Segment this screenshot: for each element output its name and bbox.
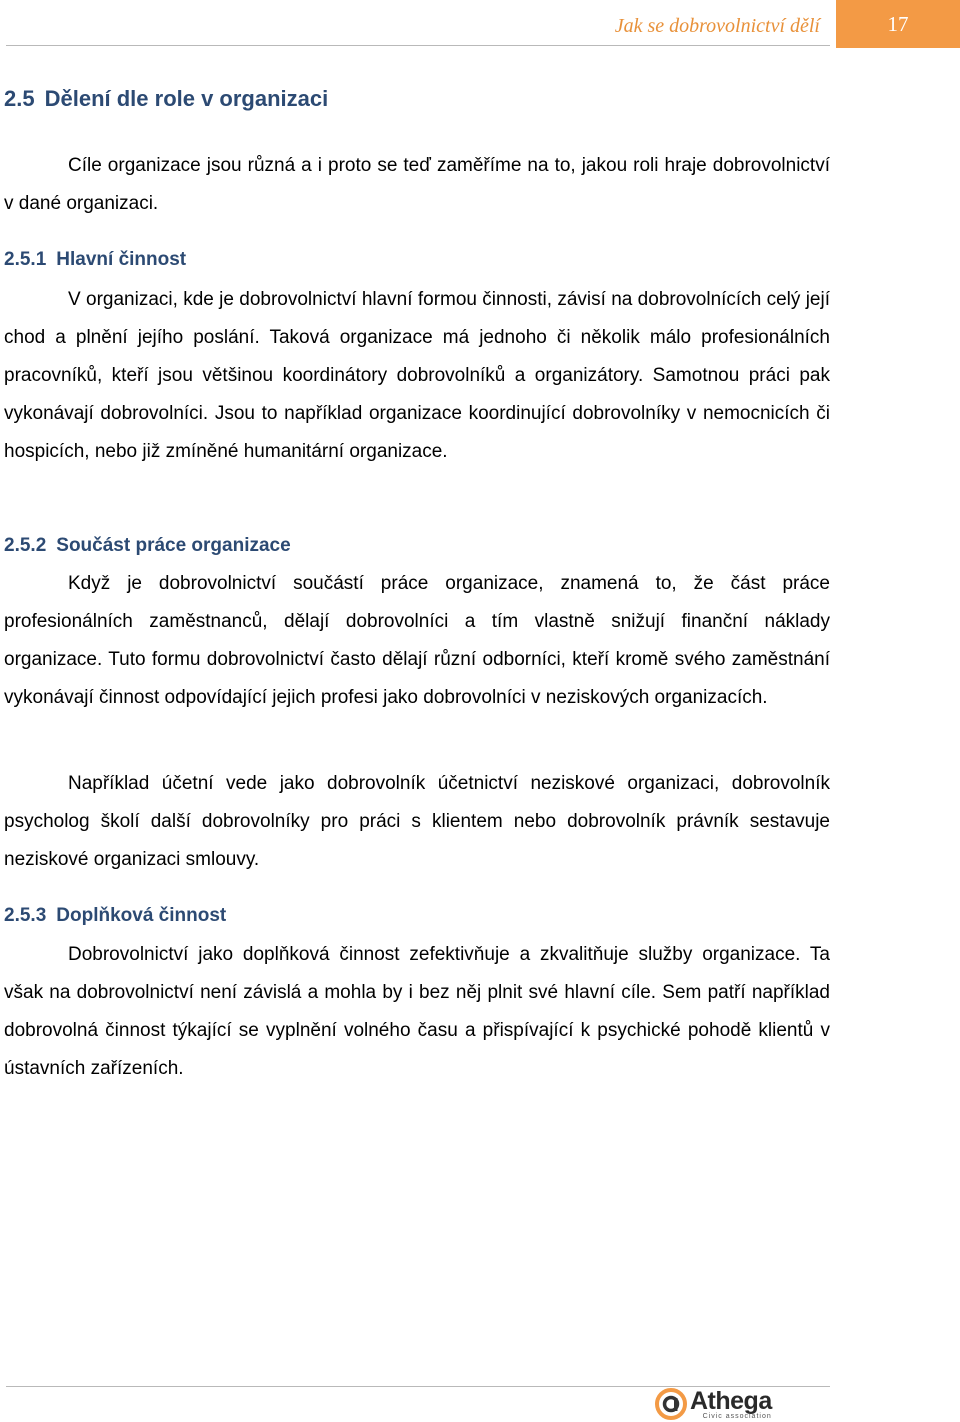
logo-text xyxy=(690,1388,772,1420)
body-paragraph: Dobrovolnictví jako doplňková činnost zefektivňuje a zkvalitňuje služby organizace. Ta však na dobrovolnictví není závislá a mohla by i bez něj plnit své hlavní cíle. Sem patří například dobrovolná činnost týkající se vyplnění volného času a přispívající k psychické pohodě klientů v ústavních zařízeních. xyxy=(4,944,830,1079)
subsection-heading-2 xyxy=(4,535,291,557)
subsection-number: 2.5.2 xyxy=(4,535,47,556)
body-paragraph: Například účetní vede jako dobrovolník účetnictví neziskové organizaci, dobrovolník psycholog školí další dobrovolníky pro práci s klientem nebo dobrovolník právník sestavuje neziskové organizaci smlouvy. xyxy=(4,773,830,870)
subsection-heading-1 xyxy=(4,249,186,271)
logo-tagline: Civic association xyxy=(702,1413,772,1420)
page-number-text: 17 xyxy=(887,11,909,36)
subsection-title: Doplňková činnost xyxy=(56,905,227,926)
section-title: Dělení dle role v organizaci xyxy=(44,86,329,111)
header-divider xyxy=(6,45,830,46)
subsection-number: 2.5.3 xyxy=(4,905,47,926)
body-paragraph: Když je dobrovolnictví součástí práce organizace, znamená to, že část práce profesionálních zaměstnanců, dělají dobrovolníci a tím vlastně snižují finanční náklady organizace. Tuto formu dobrovolnictví často dělají různí odborníci, kteří kromě svého zaměstnání vykonávají činnost odpovídající jejich profesi jako dobrovolníci v neziskových organizacích. xyxy=(4,573,830,708)
subsection-heading-3 xyxy=(4,905,226,927)
section-heading xyxy=(4,86,328,112)
logo-wordmark: Athega xyxy=(690,1387,772,1415)
section-intro-paragraph: Cíle organizace jsou různá a i proto se teď zaměříme na to, jakou roli hraje dobrovolnictví v dané organizaci. xyxy=(4,155,830,214)
athega-logo-icon xyxy=(654,1388,688,1420)
athega-logo xyxy=(654,1388,830,1420)
body-paragraph: V organizaci, kde je dobrovolnictví hlavní formou činnosti, závisí na dobrovolnících celý její chod a plnění jejího poslání. Taková organizace má jednoho či několik málo profesionálních pracovníků, kteří jsou většinou koordinátory dobrovolníků a organizátory. Samotnou práci pak vykonávají dobrovolníci. Jsou to například organizace koordinující dobrovolníky v nemocnicích či hospicích, nebo již zmíněné humanitární organizace. xyxy=(4,289,830,462)
page-number xyxy=(836,0,960,48)
subsection-number: 2.5.1 xyxy=(4,249,47,270)
subsection-title: Součást práce organizace xyxy=(56,535,291,556)
section-number: 2.5 xyxy=(4,86,35,111)
running-title: Jak se dobrovolnictví dělí xyxy=(614,15,820,37)
subsection-title: Hlavní činnost xyxy=(56,249,187,270)
